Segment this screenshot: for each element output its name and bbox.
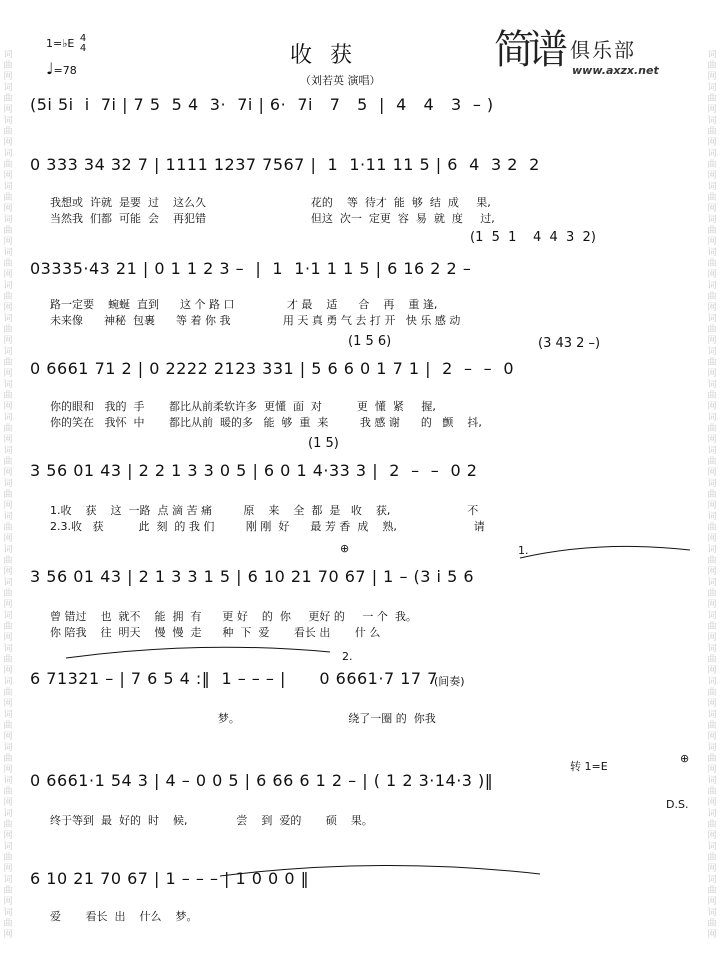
tempo-value: =78	[53, 64, 77, 77]
interlude-label: (间奏)	[434, 675, 465, 688]
lyric-verse-2: 你的笑在 我怀 中 都比从前 暖的多 能 够 重 来 我 感 谢 的 颤 抖,	[50, 416, 482, 429]
quarter-note-icon: ♩	[46, 59, 54, 78]
lyric-verse-1: 我想或 许就 是要 过 这么久 花的 等 待才 能 够 结 成 果,	[50, 196, 491, 209]
tie-arc	[66, 647, 330, 658]
notation-line: 0 333 34 32 7 | 1111 1237 7567 | 1 1·11 11 5 | 6 4 3 2 2	[30, 155, 540, 174]
notation-line: 6 71321 – | 7 6 5 4 :‖ 1 – – – | 0 6661·7 17 7	[30, 669, 438, 688]
lyric-verse-2: 你 陪我 往 明天 慢 慢 走 种 下 爱 看长 出 什 么	[50, 626, 381, 639]
lyric-verse-1: 你的眼和 我的 手 都比从前柔软许多 更懂 面 对 更 懂 紧 握,	[50, 400, 436, 413]
meter-top: 4	[79, 33, 87, 44]
notation-line: 3 56 01 43 | 2 2 1 3 3 0 5 | 6 0 1 4·33 3 | 2 – – 0 2	[30, 461, 478, 480]
lyric-verse-2: 当然我 们都 可能 会 再犯错 但这 次一 定更 容 易 就 度 过,	[50, 212, 495, 225]
logo-mark: 简谱	[494, 27, 562, 73]
singer-credit: （刘若英 演唱）	[300, 74, 381, 87]
coda-icon: ⊕	[340, 542, 350, 555]
lyric-verse-1: 曾 错过 也 就不 能 拥 有 更 好 的 你 更好 的 一 个 我。	[50, 610, 417, 623]
lyric-verse-2: 2.3.收 获 此 刻 的 我 们 刚 刚 好 最 芳 香 成 熟, 请	[50, 520, 485, 533]
logo-club: 俱乐部	[570, 38, 636, 62]
notation-line: 6 10 21 70 67 | 1 – – – | 1 0 0 0 ‖	[30, 869, 310, 888]
bracket-notes-1: (1 5 6)	[348, 334, 392, 349]
watermark-right: 词曲网词曲网词曲网词曲网词曲网词曲网词曲网词曲网词曲网词曲网词曲网词曲网词曲网词曲网词曲网词曲网词曲网词曲网词曲网词曲网词曲网词曲网词曲网词曲网词曲网词曲网词曲网	[707, 50, 717, 940]
volta-2-label: 2.	[342, 650, 353, 663]
bracket-notes-2: (3 43 2 –)	[538, 336, 601, 351]
bracket-notes: (1 5 1 4 4 3 2)	[470, 230, 596, 245]
watermark-left: 词曲网词曲网词曲网词曲网词曲网词曲网词曲网词曲网词曲网词曲网词曲网词曲网词曲网词曲网词曲网词曲网词曲网词曲网词曲网词曲网词曲网词曲网词曲网词曲网词曲网词曲网词曲网	[3, 50, 13, 940]
bracket-notes: (1 5)	[308, 436, 339, 451]
volta-1-label: 1.	[518, 544, 529, 557]
modulation-label: 转 1=E	[570, 760, 608, 773]
notation-line: 03335·43 21 | 0 1 1 2 3 – | 1 1·1 1 1 5 | 6 16 2 2 –	[30, 259, 472, 278]
coda-icon: ⊕	[680, 752, 690, 765]
lyric-verse-1: 1.收 获 这 一路 点 滴 苦 痛 原 来 全 都 是 收 获, 不	[50, 504, 479, 517]
song-title: 收获	[290, 43, 371, 68]
tie-arc	[220, 865, 540, 876]
volta-bracket	[520, 546, 690, 558]
lyric-verse-1: 路一定要 蜿蜒 直到 这 个 路 口 才 最 适 合 再 重 逢,	[50, 298, 438, 311]
lyric-verse-1: 爱 看长 出 什么 梦。	[50, 910, 198, 923]
lyric-verse-1: 梦。 绕了一圈 的 你我	[50, 712, 436, 725]
lyric-verse-1: 终于等到 最 好的 时 候, 尝 到 爱的 硕 果。	[50, 814, 373, 827]
notation-line: 0 6661·1 54 3 | 4 – 0 0 5 | 6 66 6 1 2 – | ( 1 2 3·14·3 )‖	[30, 771, 494, 790]
dal-segno-label: D.S.	[666, 798, 689, 811]
key-label: 1=♭E	[46, 37, 75, 50]
notation-line: 0 6661 71 2 | 0 2222 2123 331 | 5 6 6 0 1 7 1 | 2 – – 0	[30, 359, 515, 378]
notation-line: 3 56 01 43 | 2 1 3 3 1 5 | 6 10 21 70 67 | 1 – (3 i 5 6	[30, 567, 475, 586]
logo-url: www.axzx.net	[572, 64, 659, 77]
meter-bottom: 4	[79, 43, 87, 54]
notation-line: (5i 5i i 7i | 7 5 5 4 3· 7i | 6· 7i 7 5 | 4 4 3 – )	[30, 95, 494, 114]
lyric-verse-2: 未来像 神秘 包裹 等 着 你 我 用 天 真 勇 气 去 打 开 快 乐 感 动	[50, 314, 461, 327]
